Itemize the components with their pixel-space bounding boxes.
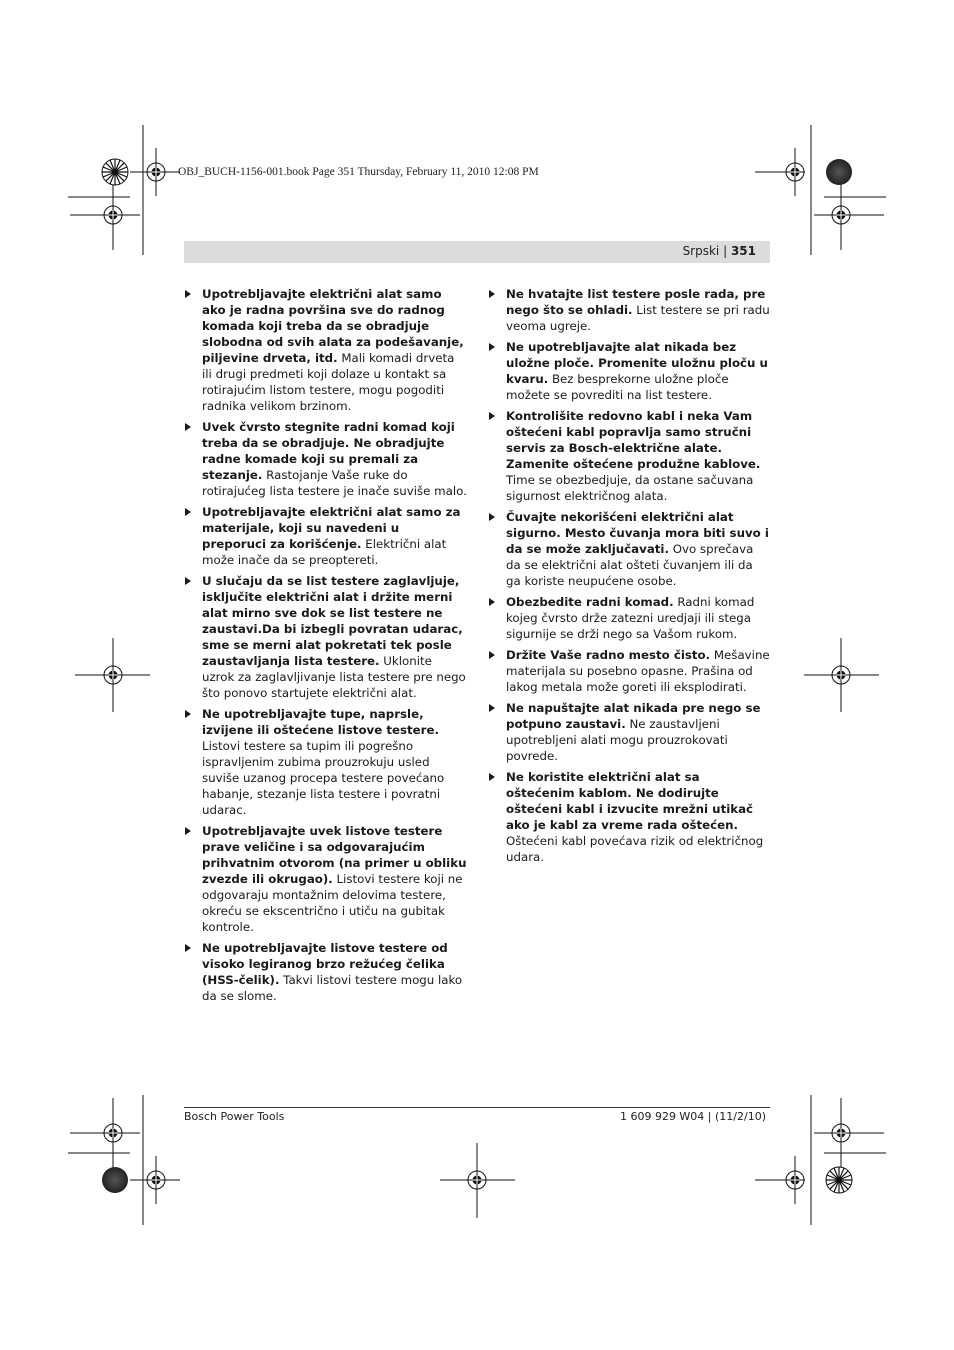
- color-target-bottom-right: [826, 1167, 852, 1193]
- list-item: [489, 339, 771, 403]
- item-bold-text: Ne upotrebljavajte listove testere od visoko legiranog brzo režućeg čelika (HSS-čelik).: [202, 941, 448, 987]
- item-text: Mali komadi drveta ili drugi predmeti koji dolaze u kontakt sa rotirajućim listom testere, mogu pogoditi radnika velikom brzinom.: [202, 351, 455, 413]
- item-text: Mešavine materijala su posebno opasne. Prašina od lakog metala može goreti ili eksplodirati.: [506, 648, 770, 694]
- list-item: [489, 769, 771, 865]
- list-item: [185, 419, 467, 499]
- item-bold-text: Upotrebljavajte električni alat samo ako je radna površina sve do radnog komada koji treba da se obradjuje slobodna od svih alata za podešavanje, piljevine drveta, itd.: [202, 287, 464, 365]
- list-item: [489, 408, 771, 504]
- item-text: Rastojanje Vaše ruke do rotirajućeg lista testere je inače suviše malo.: [202, 468, 467, 498]
- bullet-triangle-icon: [489, 412, 495, 420]
- item-text: Time se obezbedjuje, da ostane sačuvana sigurnost električnog alata.: [506, 473, 754, 503]
- item-bold-text: Ne hvatajte list testere posle rada, pre nego što se ohladi.: [506, 287, 766, 317]
- bullet-triangle-icon: [185, 827, 191, 835]
- footer-doc-number: 1 609 929 W04 | (11/2/10): [619, 1110, 766, 1123]
- bullet-triangle-icon: [185, 290, 191, 298]
- right-column: [489, 286, 771, 870]
- list-item: [489, 700, 771, 764]
- list-item: [185, 940, 467, 1004]
- item-text: Radni komad kojeg čvrsto drže zatezni uredjaji ili stega sigurnije se drži nego sa Vašom rukom.: [506, 595, 755, 641]
- bullet-triangle-icon: [489, 343, 495, 351]
- section-name: Srpski: [682, 244, 720, 258]
- footer-divider: [184, 1107, 770, 1108]
- list-item: [185, 823, 467, 935]
- page-header: [184, 241, 770, 263]
- color-target-bottom-left: [102, 1167, 128, 1193]
- footer-brand: Bosch Power Tools: [184, 1110, 285, 1123]
- item-bold-text: Kontrolišite redovno kabl i neka Vam oštećeni kabl popravlja samo stručni servis za Bosch-električne alate. Zamenite oštećene produžne kablove.: [506, 409, 761, 471]
- item-text: Oštećeni kabl povećava rizik od električnog udara.: [506, 834, 764, 864]
- list-item: [489, 647, 771, 695]
- item-bold-text: Obezbedite radni komad.: [506, 595, 674, 609]
- item-bold-text: Ne upotrebljavajte tupe, naprsle, izvijene ili oštećene listove testere.: [202, 707, 439, 737]
- item-bold-text: Uvek čvrsto stegnite radni komad koji treba da se obradjuje. Ne obradjujte radne komade koji su premali za stezanje.: [202, 420, 455, 482]
- color-target-top-left: [102, 159, 128, 185]
- bullet-triangle-icon: [185, 577, 191, 585]
- list-item: [489, 594, 771, 642]
- list-item: [489, 286, 771, 334]
- item-bold-text: Upotrebljavajte električni alat samo za materijale, koji su navedeni u preporuci za korišćenje.: [202, 505, 461, 551]
- bullet-triangle-icon: [489, 513, 495, 521]
- bullet-triangle-icon: [489, 598, 495, 606]
- bullet-triangle-icon: [185, 944, 191, 952]
- list-item: [489, 509, 771, 589]
- list-item: [185, 706, 467, 818]
- list-item: [185, 286, 467, 414]
- book-info-line: OBJ_BUCH-1156-001.book Page 351 Thursday, February 11, 2010 12:08 PM: [178, 166, 539, 178]
- item-text: Listovi testere sa tupim ili pogrešno ispravljenim zubima prouzrokuju usled suviše uzanog procepa testere povećano habanje, stezanje lista testere i povratni udarac.: [202, 739, 445, 817]
- item-bold-text: Ne upotrebljavajte alat nikada bez uložne ploče. Promenite uložnu ploču u kvaru.: [506, 340, 768, 386]
- item-bold-text: U slučaju da se list testere zaglavljuje, isključite električni alat i držite merni alat mirno sve dok se list testere ne zaustavi.Da bi izbegli povratan udarac, sme se merni alat pokretati tek posle zaustavljanja lista testere.: [202, 574, 463, 668]
- header-separator: |: [719, 244, 731, 258]
- item-bold-text: Ne koristite električni alat sa oštećenim kablom. Ne dodirujte oštećeni kabl i izvucite mrežni utikač ako je kabl za vreme rada oštećen.: [506, 770, 754, 832]
- item-bold-text: Upotrebljavajte uvek listove testere prave veličine i sa odgovarajućim prihvatnim otvorom (na primer u obliku zvezde ili okrugao).: [202, 824, 467, 886]
- left-column: [185, 286, 467, 1009]
- item-text: Električni alat može inače da se preoptereti.: [202, 537, 447, 567]
- item-text: Uklonite uzrok za zaglavljivanje lista testere pre nego što ponovo startujete električni alat.: [202, 654, 466, 700]
- item-text: Ne zaustavljeni upotrebljeni alati mogu prouzrokovati povrede.: [506, 717, 728, 763]
- bullet-triangle-icon: [489, 704, 495, 712]
- bullet-triangle-icon: [489, 773, 495, 781]
- item-bold-text: Ne napuštajte alat nikada pre nego se potpuno zaustavi.: [506, 701, 761, 731]
- item-text: List testere se pri radu veoma ugreje.: [506, 303, 770, 333]
- item-bold-text: Držite Vaše radno mesto čisto.: [506, 648, 711, 662]
- list-item: [185, 573, 467, 701]
- list-item: [185, 504, 467, 568]
- bullet-triangle-icon: [489, 290, 495, 298]
- item-text: Listovi testere koji ne odgovaraju montažnim delovima testere, okreću se ekscentrično i utiču na gubitak kontrole.: [202, 872, 463, 934]
- item-bold-text: Čuvajte nekorišćeni električni alat sigurno. Mesto čuvanja mora biti suvo i da se može zaključavati.: [506, 510, 769, 556]
- bullet-triangle-icon: [185, 710, 191, 718]
- item-text: Bez besprekorne uložne ploče možete se povrediti na list testere.: [506, 372, 729, 402]
- item-text: Takvi listovi testere mogu lako da se slome.: [202, 973, 463, 1003]
- header-text: [683, 244, 756, 258]
- bullet-triangle-icon: [489, 651, 495, 659]
- color-target-top-right: [826, 159, 852, 185]
- bullet-triangle-icon: [185, 508, 191, 516]
- page-number: 351: [730, 244, 756, 258]
- bullet-triangle-icon: [185, 423, 191, 431]
- item-text: Ovo sprečava da se električni alat ošteti čuvanjem ili da ga koriste neupućene osobe.: [506, 542, 754, 588]
